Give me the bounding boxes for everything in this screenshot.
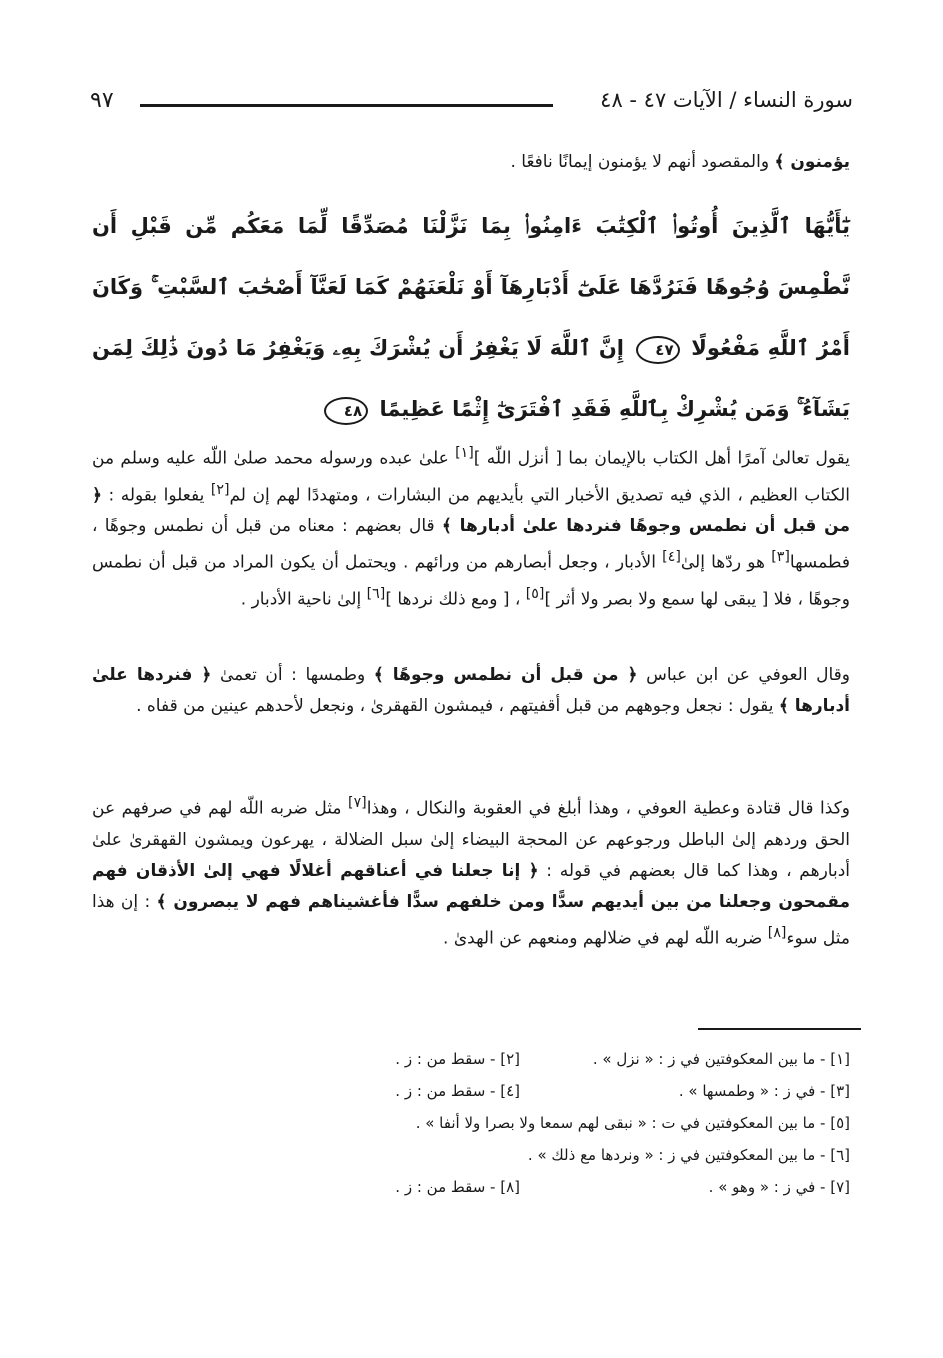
footnotes [92,1043,850,1203]
para2-text-a: وقال العوفي عن ابن عباس [637,665,851,685]
ayah-47-marker: ٤٧ [636,336,680,364]
para1-text-c: يفعلوا بقوله : [101,485,211,506]
para3-text-a: وكذا قال قتادة وعطية العوفي ، وهذا أبلغ في العقوبة والنكال ، وهذا [366,798,851,819]
intro-bold: يؤمنون ﴾ [774,152,850,172]
footnote-separator [698,1028,861,1030]
para1-text-e: هو ردّها إلىٰ [680,552,772,573]
para3-quote: ﴿ إنا جعلنا في أعناقهم أغلالًا فهي إلىٰ الأذقان فهم مقمحون وجعلنا من بين أيديهم سدًّا ومن خلفهم سدًّا فأغشيناهم فهم لا يبصرون ﴾ [92,860,850,912]
footnote-ref-8[interactable]: [٨] [767,924,787,941]
footnote-3: [٣] - في ز : « وطمسها » . [678,1082,850,1100]
running-title: سورة النساء / الآيات ٤٧ - ٤٨ [600,88,853,112]
footnote-ref-3[interactable]: [٣] [771,549,790,566]
para1-quote: ﴿ من قبل أن نطمس وجوهًا فنردها علىٰ أدبارها ﴾ [92,485,850,537]
footnote-row [92,1043,850,1075]
page-number: ٩٧ [90,88,114,113]
para3-text-c: : إن هذا مثل سوء [92,891,850,949]
para1-text-d: قال بعضهم : معناه من قبل أن نطمس وجوهًا ، فطمسها [92,516,850,573]
footnote-4: [٤] - سقط من : ز . [395,1082,520,1100]
footnote-ref-1[interactable]: [١] [455,445,474,461]
para1-text-g: ، [ ومع ذلك نردها ] [385,589,526,610]
footnote-5: [٥] - ما بين المعكوفتين في ت : « نبقى لهم سمعا ولا بصرا ولا أنفا » . [415,1114,850,1132]
footnote-1: [١] - ما بين المعكوفتين في ز : « نزل » . [592,1050,850,1068]
header-rule [140,104,553,107]
footnote-6: [٦] - ما بين المعكوفتين في ز : « ونردها مع ذلك » . [527,1146,850,1164]
footnote-ref-5[interactable]: [٥] [525,585,545,602]
para2-text-c: يقول : نجعل وجوههم من قبل أقفيتهم ، فيمشون القهقرىٰ ، ونجعل لأحدهم عينين من قفاه . [136,696,779,716]
para2-quote-2: ﴿ فنردها علىٰ أدبارها ﴾ [92,665,850,716]
para1-text-f: الأدبار ، وجعل أبصارهم من ورائهم . ويحتمل أن يكون المراد من قبل أن نطمس وجوهًا ، فلا [ يبقى لها سمع ولا بصر ولا أثر ] [92,552,850,610]
para1-text-b: علىٰ عبده ورسوله محمد صلىٰ اللّه عليه وسلم من الكتاب العظيم ، الذي فيه تصديق الأخبار التي بأيديهم من البشارات ، ومتهددًا لهم إن لم [92,448,850,506]
footnote-8: [٨] - سقط من : ز . [395,1178,520,1196]
para2-quote-1: ﴿ من قبل أن نطمس وجوهًا ﴾ [373,665,638,685]
footnote-ref-4[interactable]: [٤] [662,549,681,566]
verse-48-text: إِنَّ ٱللَّهَ لَا يَغْفِرُ أَن يُشْرَكَ بِهِۦ وَيَغْفِرُ مَا دُونَ ذَٰلِكَ لِمَن يَشَآءُ ۚ وَمَن يُشْرِكْ بِٱللَّهِ فَقَدِ ٱفْتَرَىٰٓ إِثْمًا عَظِيمًا [92,336,850,421]
footnote-ref-6[interactable]: [٦] [366,585,386,602]
page-header [90,88,853,118]
footnote-2: [٢] - سقط من : ز . [395,1050,520,1068]
ayah-48-marker: ٤٨ [324,397,368,425]
para1-text-h: إلىٰ ناحية الأدبار . [240,589,367,610]
para1-text-a: يقول تعالىٰ آمرًا أهل الكتاب بالإيمان بما [ أنزل اللّه ] [473,448,850,469]
footnote-ref-7[interactable]: [٧] [348,795,367,811]
para2-text-b: وطمسها : أن تعمىٰ [211,665,374,685]
footnote-ref-2[interactable]: [٢] [210,481,230,498]
quran-verse [92,196,850,440]
paragraph-1 [92,438,850,616]
footnote-7: [٧] - في ز : « وهو » . [708,1178,850,1196]
intro-text: والمقصود أنهم لا يؤمنون إيمانًا نافعًا . [510,152,775,172]
footnote-row [92,1075,850,1107]
para3-text-d: ضربه اللّه لهم في ضلالهم ومنعهم عن الهدىٰ . [443,928,768,949]
intro-line [92,147,850,178]
verse-47-text: يَٰٓأَيُّهَا ٱلَّذِينَ أُوتُوا۟ ٱلْكِتَٰبَ ءَامِنُوا۟ بِمَا نَزَّلْنَا مُصَدِّقًا لِّمَا مَعَكُم مِّن قَبْلِ أَن نَّطْمِسَ وُجُوهًا فَنَرُدَّهَا عَلَىٰٓ أَدْبَارِهَآ أَوْ نَلْعَنَهُمْ كَمَا لَعَنَّآ أَصْحَٰبَ ٱلسَّبْتِ ۚ وَكَانَ أَمْرُ ٱللَّهِ مَفْعُولًا [92,214,851,360]
footnote-row [92,1171,850,1203]
para3-text-b: مثل ضربه اللّه لهم في صرفهم عن الحق وردهم إلىٰ الباطل ورجوعهم عن المحجة البيضاء إلىٰ سبل الضلالة ، يهرعون ويمشون القهقرىٰ علىٰ أدبارهم ، وهذا كما قال بعضهم في قوله : [92,798,850,881]
paragraph-2 [92,660,850,722]
paragraph-3 [92,788,850,954]
